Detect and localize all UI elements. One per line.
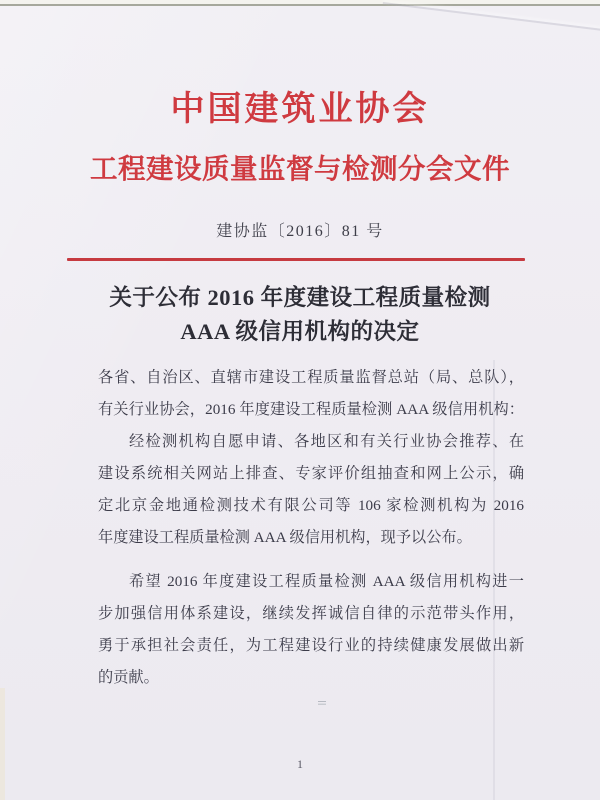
document-title <box>0 281 600 349</box>
paper-crease-mark <box>383 2 600 32</box>
page-number: 1 <box>297 757 303 771</box>
smudge-mark <box>318 701 326 705</box>
paragraph-line: 年度建设工程质量检测 AAA 级信用机构，现予以公布。 <box>98 529 472 546</box>
paragraph-line: 建设系统相关网站上排查、专家评价组抽查和网上公示，确 <box>98 465 524 482</box>
document-title-line2: AAA 级信用机构的决定 <box>180 319 420 344</box>
salutation <box>98 362 524 426</box>
paragraph-line: 的贡献。 <box>98 669 159 686</box>
paragraph-line: 定北京金地通检测技术有限公司等 106 家检测机构为 2016 <box>98 497 524 514</box>
salutation-line: 有关行业协会，2016 年度建设工程质量检测 AAA 级信用机构： <box>98 401 524 418</box>
paper-crease-mark <box>493 360 495 800</box>
letterhead <box>0 88 600 261</box>
paragraph-line: 希望 2016 年度建设工程质量检测 AAA 级信用机构进一 <box>129 573 524 590</box>
document-title-line1: 关于公布 2016 年度建设工程质量检测 <box>109 285 491 310</box>
red-divider-rule <box>67 258 525 261</box>
paragraph-2 <box>98 566 524 694</box>
document-body <box>0 281 600 694</box>
org-title-line1: 中国建筑业协会 <box>170 91 430 128</box>
paragraph-1 <box>98 426 524 554</box>
scan-top-edge <box>0 0 600 6</box>
salutation-line: 各省、自治区、直辖市建设工程质量监督总站（局、总队）， <box>98 369 524 386</box>
document-number: 建协监〔2016〕81 号 <box>216 223 384 240</box>
paragraph-line: 勇于承担社会责任，为工程建设行业的持续健康发展做出新 <box>98 637 524 654</box>
body-text <box>98 362 524 694</box>
paragraph-line: 步加强信用体系建设，继续发挥诚信自律的示范带头作用， <box>98 605 524 622</box>
scan-edge-artifact <box>0 688 5 800</box>
org-title-line2: 工程建设质量监督与检测分会文件 <box>90 153 510 184</box>
paragraph-line: 经检测机构自愿申请、各地区和有关行业协会推荐、在 <box>129 433 524 450</box>
